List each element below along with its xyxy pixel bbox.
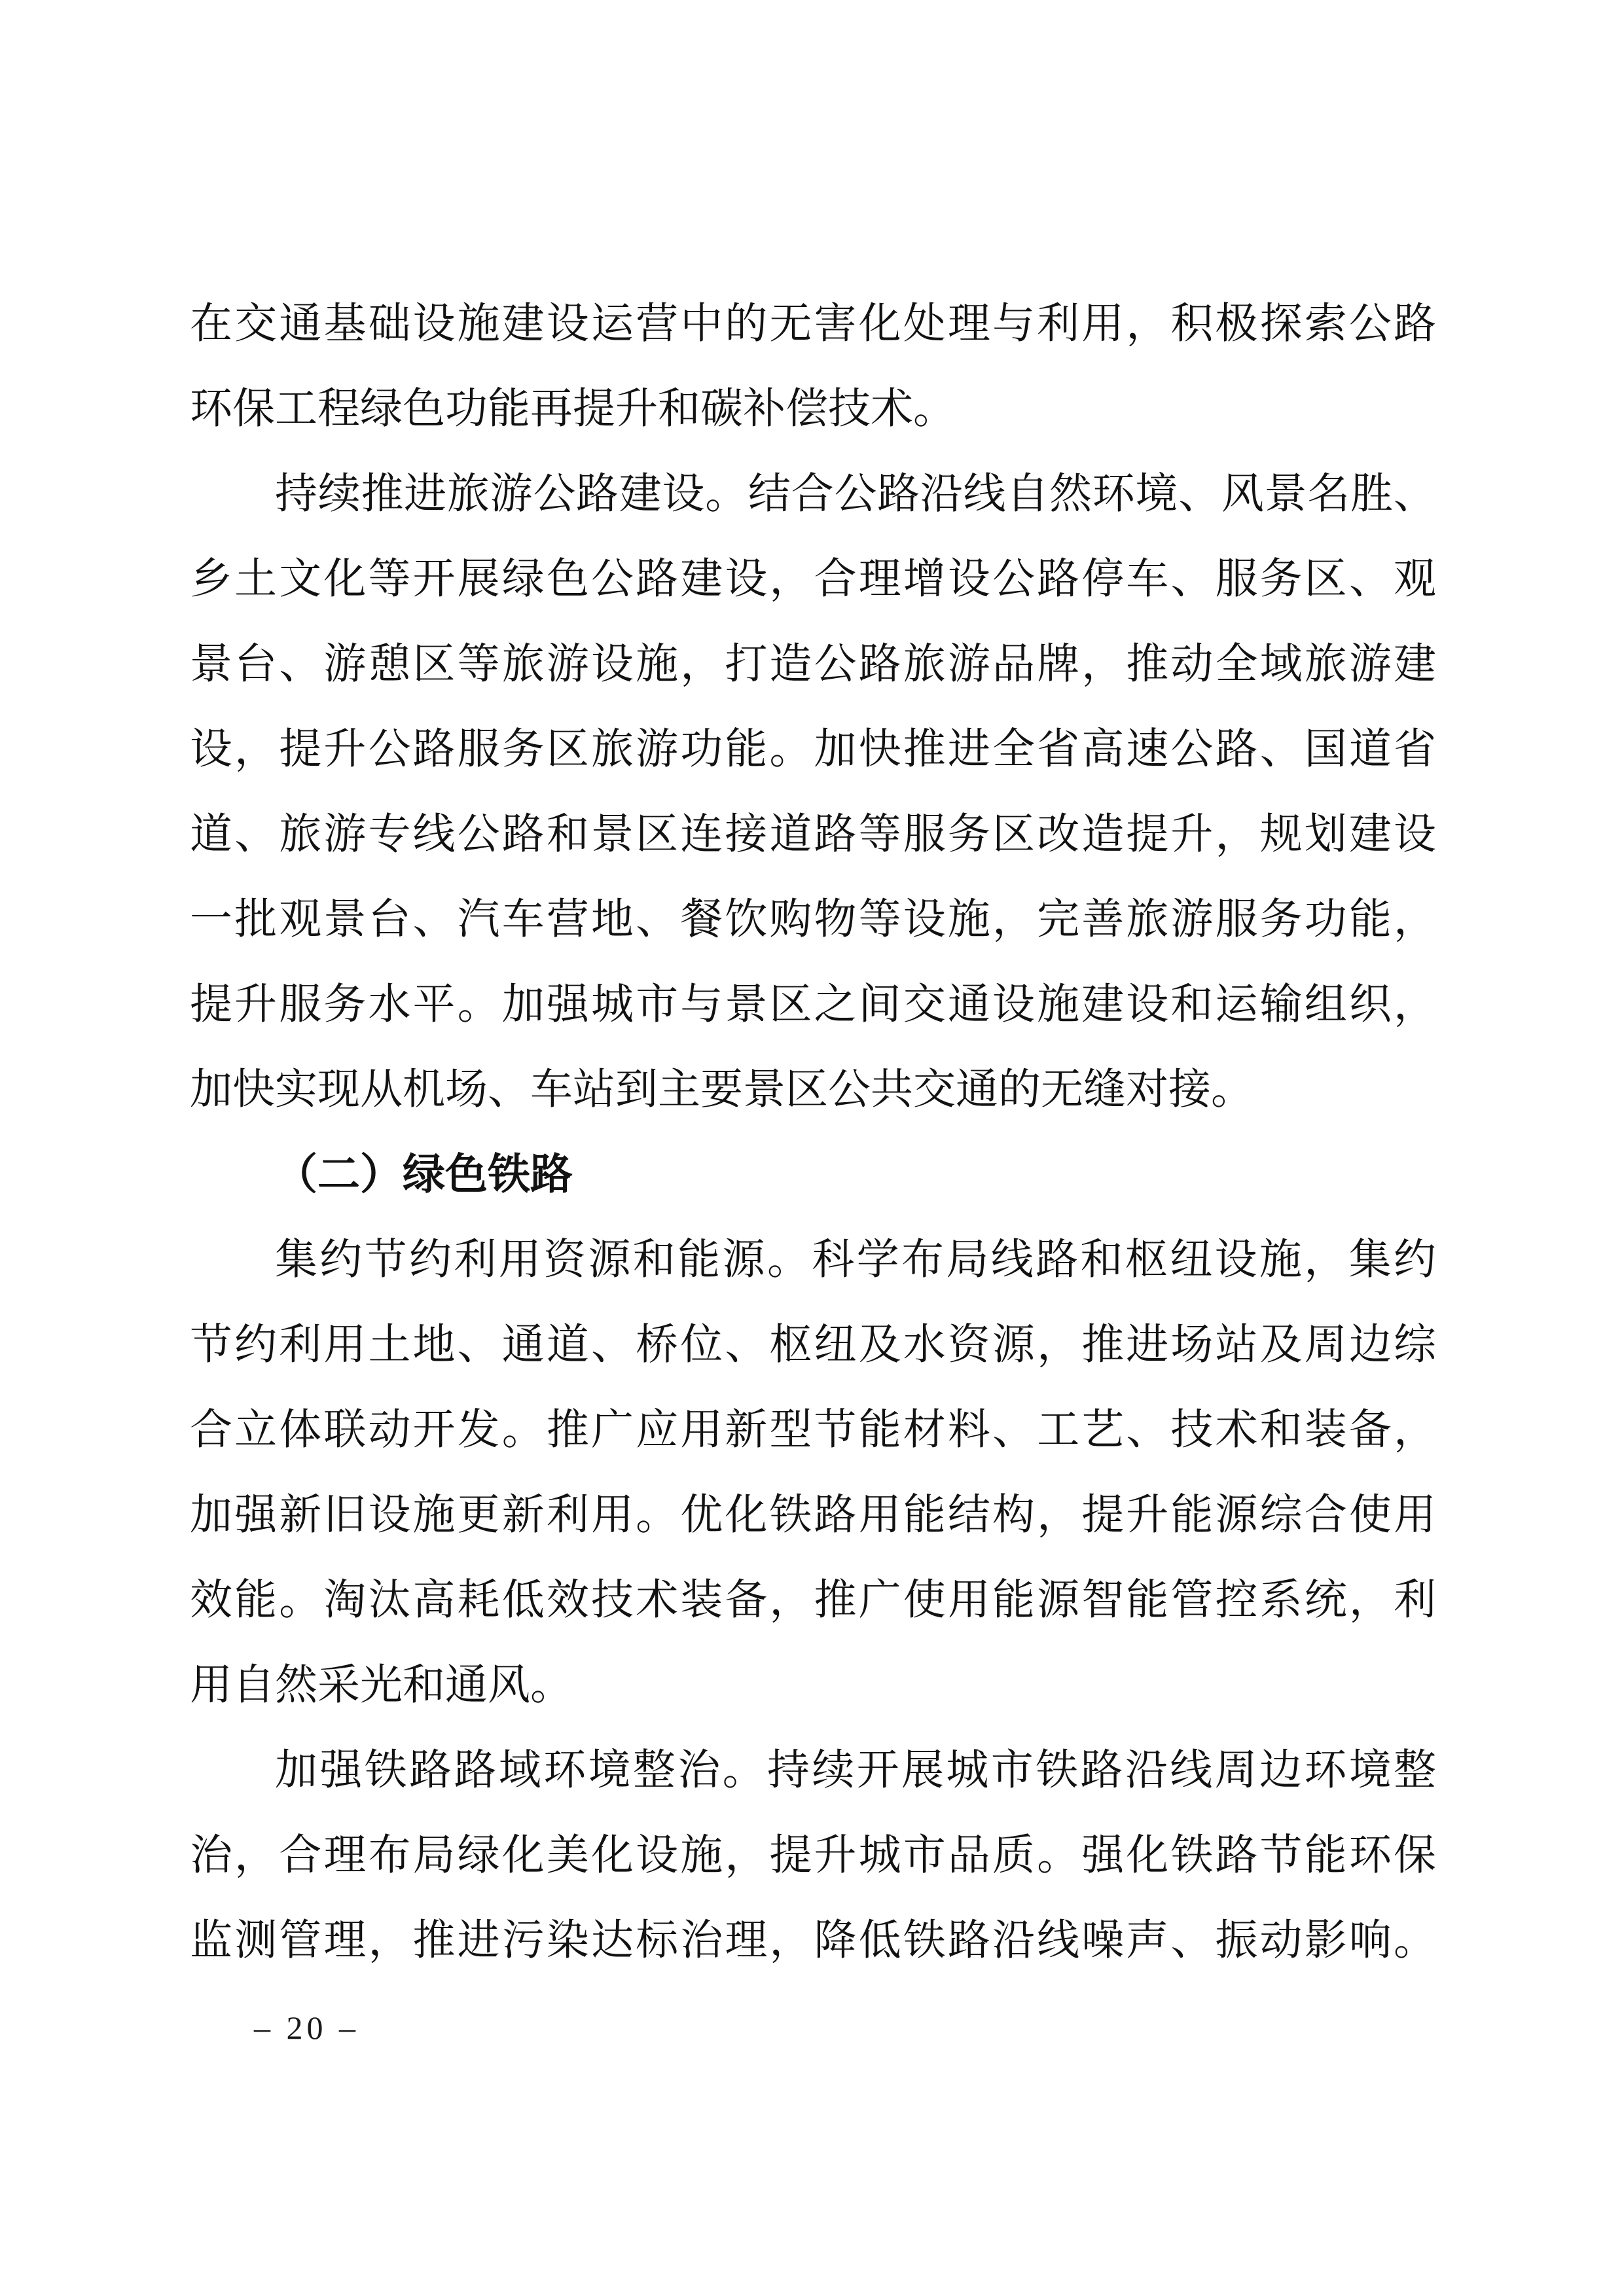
text-line: 合 立 体 联 动 开 发 。 推 广 应 用 新 型 节 能 材 料 、 工 艺 、 技 术 和 装 备 ， xyxy=(190,1407,1436,1454)
section-heading: （二）绿色铁路 xyxy=(275,1151,573,1198)
text-line: 加快实现从机场、车站到主要景区公共交通的无缝对接。 xyxy=(190,1066,1254,1113)
text-line: 用自然采光和通风。 xyxy=(190,1662,573,1709)
text-line: 效 能 。 淘 汰 高 耗 低 效 技 术 装 备 ， 推 广 使 用 能 源 智 能 管 控 系 统 ， 利 xyxy=(190,1577,1436,1624)
text-line: 乡 土 文 化 等 开 展 绿 色 公 路 建 设 ， 合 理 增 设 公 路 停 车 、 服 务 区 、 观 xyxy=(190,556,1436,603)
text-line: 持 续 推 进 旅 游 公 路 建 设 。 结 合 公 路 沿 线 自 然 环 境 、 风 景 名 胜 、 xyxy=(275,471,1436,518)
text-line: 设 ， 提 升 公 路 服 务 区 旅 游 功 能 。 加 快 推 进 全 省 高 速 公 路 、 国 道 省 xyxy=(190,726,1436,773)
text-line: 监 测 管 理 ， 推 进 污 染 达 标 治 理 ， 降 低 铁 路 沿 线 噪 声 、 振 动 影 响 。 xyxy=(190,1917,1436,1964)
text-line: 在 交 通 基 础 设 施 建 设 运 营 中 的 无 害 化 处 理 与 利 用 ， 积 极 探 索 公 路 xyxy=(190,300,1436,348)
text-line: 加 强 铁 路 路 域 环 境 整 治 。 持 续 开 展 城 市 铁 路 沿 线 周 边 环 境 整 xyxy=(275,1747,1436,1794)
text-line: 集 约 节 约 利 用 资 源 和 能 源 。 科 学 布 局 线 路 和 枢 纽 设 施 ， 集 约 xyxy=(275,1236,1436,1283)
text-line: 一 批 观 景 台 、 汽 车 营 地 、 餐 饮 购 物 等 设 施 ， 完 善 旅 游 服 务 功 能 ， xyxy=(190,896,1436,943)
text-line: 治 ， 合 理 布 局 绿 化 美 化 设 施 ， 提 升 城 市 品 质 。 强 化 铁 路 节 能 环 保 xyxy=(190,1832,1436,1879)
text-line: 节 约 利 用 土 地 、 通 道 、 桥 位 、 枢 纽 及 水 资 源 ， 推 进 场 站 及 周 边 综 xyxy=(190,1321,1436,1369)
text-line: 加 强 新 旧 设 施 更 新 利 用 。 优 化 铁 路 用 能 结 构 ， 提 升 能 源 综 合 使 用 xyxy=(190,1492,1436,1539)
text-line: 景 台 、 游 憩 区 等 旅 游 设 施 ， 打 造 公 路 旅 游 品 牌 ， 推 动 全 域 旅 游 建 xyxy=(190,641,1436,688)
text-line: 环保工程绿色功能再提升和碳补偿技术。 xyxy=(190,386,956,433)
text-line: 提 升 服 务 水 平 。 加 强 城 市 与 景 区 之 间 交 通 设 施 建 设 和 运 输 组 织 ， xyxy=(190,981,1436,1028)
text-body xyxy=(190,281,1436,1983)
page-number: – 20 – xyxy=(254,2009,359,2046)
text-line: 道 、 旅 游 专 线 公 路 和 景 区 连 接 道 路 等 服 务 区 改 造 提 升 ， 规 划 建 设 xyxy=(190,811,1436,858)
